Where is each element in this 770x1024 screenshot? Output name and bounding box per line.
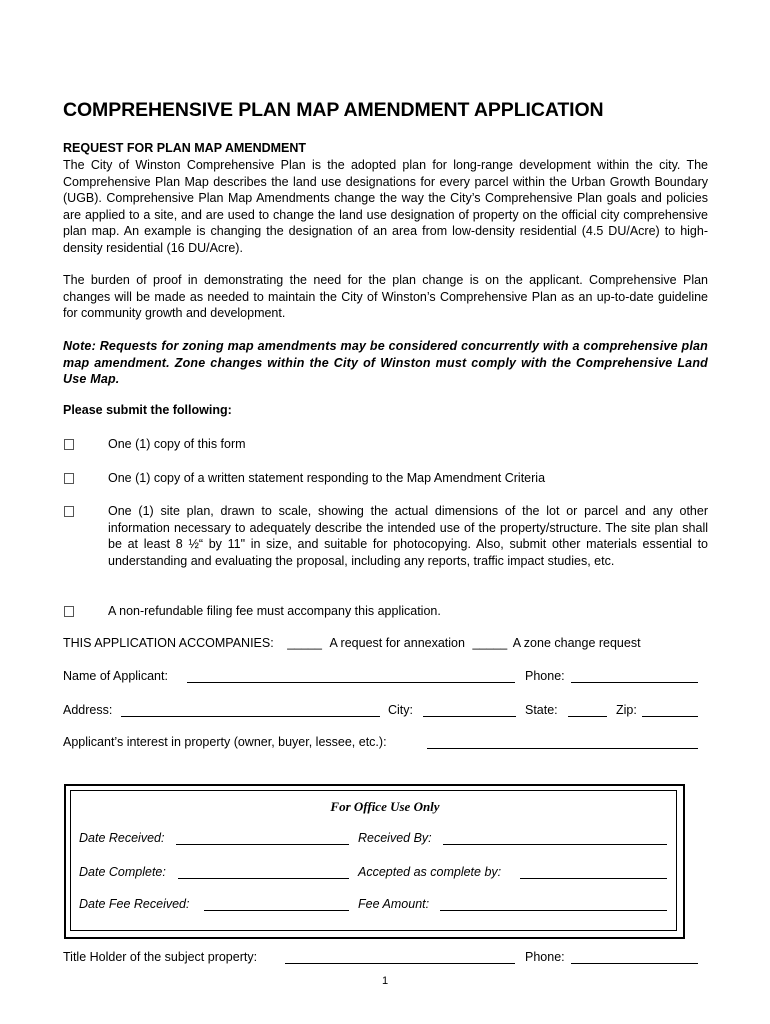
date-complete-field[interactable] xyxy=(178,866,349,879)
checkbox-site-plan[interactable] xyxy=(64,506,74,517)
annexation-option: A request for annexation xyxy=(329,636,465,650)
phone-field[interactable] xyxy=(571,670,698,683)
zip-field[interactable] xyxy=(642,704,698,717)
accompanies-label: THIS APPLICATION ACCOMPANIES: xyxy=(63,636,274,650)
received-by-label: Received By: xyxy=(358,831,432,845)
name-field[interactable] xyxy=(187,670,515,683)
title-holder-phone-field[interactable] xyxy=(571,951,698,964)
interest-label: Applicant’s interest in property (owner, buyer, lessee, etc.): xyxy=(63,735,387,749)
checklist-item: One (1) site plan, drawn to scale, showing the actual dimensions of the lot or parcel and any other information necessary to adequately describe the intended use of the property/structure. The site plan shall be at least 8 ½“ by 11" in size, and suitable for photocopying. Also, submit other materials essential to understanding and evaluating the proposal, including any reports, traffic impact studies, etc. xyxy=(108,504,708,568)
annexation-blank[interactable]: _____ xyxy=(287,636,322,650)
title-holder-field[interactable] xyxy=(285,951,515,964)
fee-amount-field[interactable] xyxy=(440,898,667,911)
burden-paragraph: The burden of proof in demonstrating the need for the plan change is on the applicant. Comprehensive Plan changes will be made as needed to maintain the City of Winston’s Comprehensive Plan as an up-to-date guideline for community growth and development. xyxy=(63,273,708,321)
city-label: City: xyxy=(388,703,413,717)
date-complete-label: Date Complete: xyxy=(79,865,166,879)
checkbox-written-statement[interactable] xyxy=(64,473,74,484)
zip-label: Zip: xyxy=(616,703,637,717)
accompanies-row xyxy=(63,636,641,650)
date-fee-field[interactable] xyxy=(204,898,349,911)
zone-change-option: A zone change request xyxy=(512,636,641,650)
accepted-complete-label: Accepted as complete by: xyxy=(358,865,502,879)
city-field[interactable] xyxy=(423,704,516,717)
zone-change-blank[interactable]: _____ xyxy=(472,636,508,650)
date-received-label: Date Received: xyxy=(79,831,165,845)
checkbox-filing-fee[interactable] xyxy=(64,606,74,617)
date-received-field[interactable] xyxy=(176,832,349,845)
accepted-complete-field[interactable] xyxy=(520,866,667,879)
fee-amount-label: Fee Amount: xyxy=(358,897,430,911)
intro-paragraph: The City of Winston Comprehensive Plan is the adopted plan for long-range development within the city. The Comprehensive Plan Map describes the land use designations for every parcel within the Urban Growth Boundary (UGB). Comprehensive Plan Map Amendments change the way the City’s Comprehensive Plan goals and policies are applied to a site, and are used to change the land use designation of property on the official city comprehensive plan map. An example is changing the designation of an area from low-density residential (4.5 DU/Acre) to high-density residential (16 DU/Acre). xyxy=(63,158,708,255)
title-holder-phone-label: Phone: xyxy=(525,950,565,964)
state-field[interactable] xyxy=(568,704,607,717)
page-title: COMPREHENSIVE PLAN MAP AMENDMENT APPLICATION xyxy=(63,99,604,121)
state-label: State: xyxy=(525,703,558,717)
note-paragraph: Note: Requests for zoning map amendments may be considered concurrently with a comprehensive plan map amendment. Zone changes within the City of Winston must comply with the Comprehensive Land Use Map. xyxy=(63,339,708,387)
address-field[interactable] xyxy=(121,704,380,717)
address-label: Address: xyxy=(63,703,113,717)
received-by-field[interactable] xyxy=(443,832,667,845)
checklist-item: One (1) copy of a written statement responding to the Map Amendment Criteria xyxy=(108,471,546,485)
checkbox-form-copy[interactable] xyxy=(64,439,74,450)
submit-heading: Please submit the following: xyxy=(63,403,232,417)
request-heading: REQUEST FOR PLAN MAP AMENDMENT xyxy=(63,141,307,155)
checklist-item: A non-refundable filing fee must accompany this application. xyxy=(108,604,441,618)
date-fee-label: Date Fee Received: xyxy=(79,897,190,911)
checklist-item: One (1) copy of this form xyxy=(108,437,246,451)
interest-field[interactable] xyxy=(427,736,698,749)
phone-label: Phone: xyxy=(525,669,565,683)
page-number: 1 xyxy=(381,975,389,987)
title-holder-label: Title Holder of the subject property: xyxy=(63,950,258,964)
name-label: Name of Applicant: xyxy=(63,669,168,683)
office-use-heading: For Office Use Only xyxy=(330,799,440,814)
